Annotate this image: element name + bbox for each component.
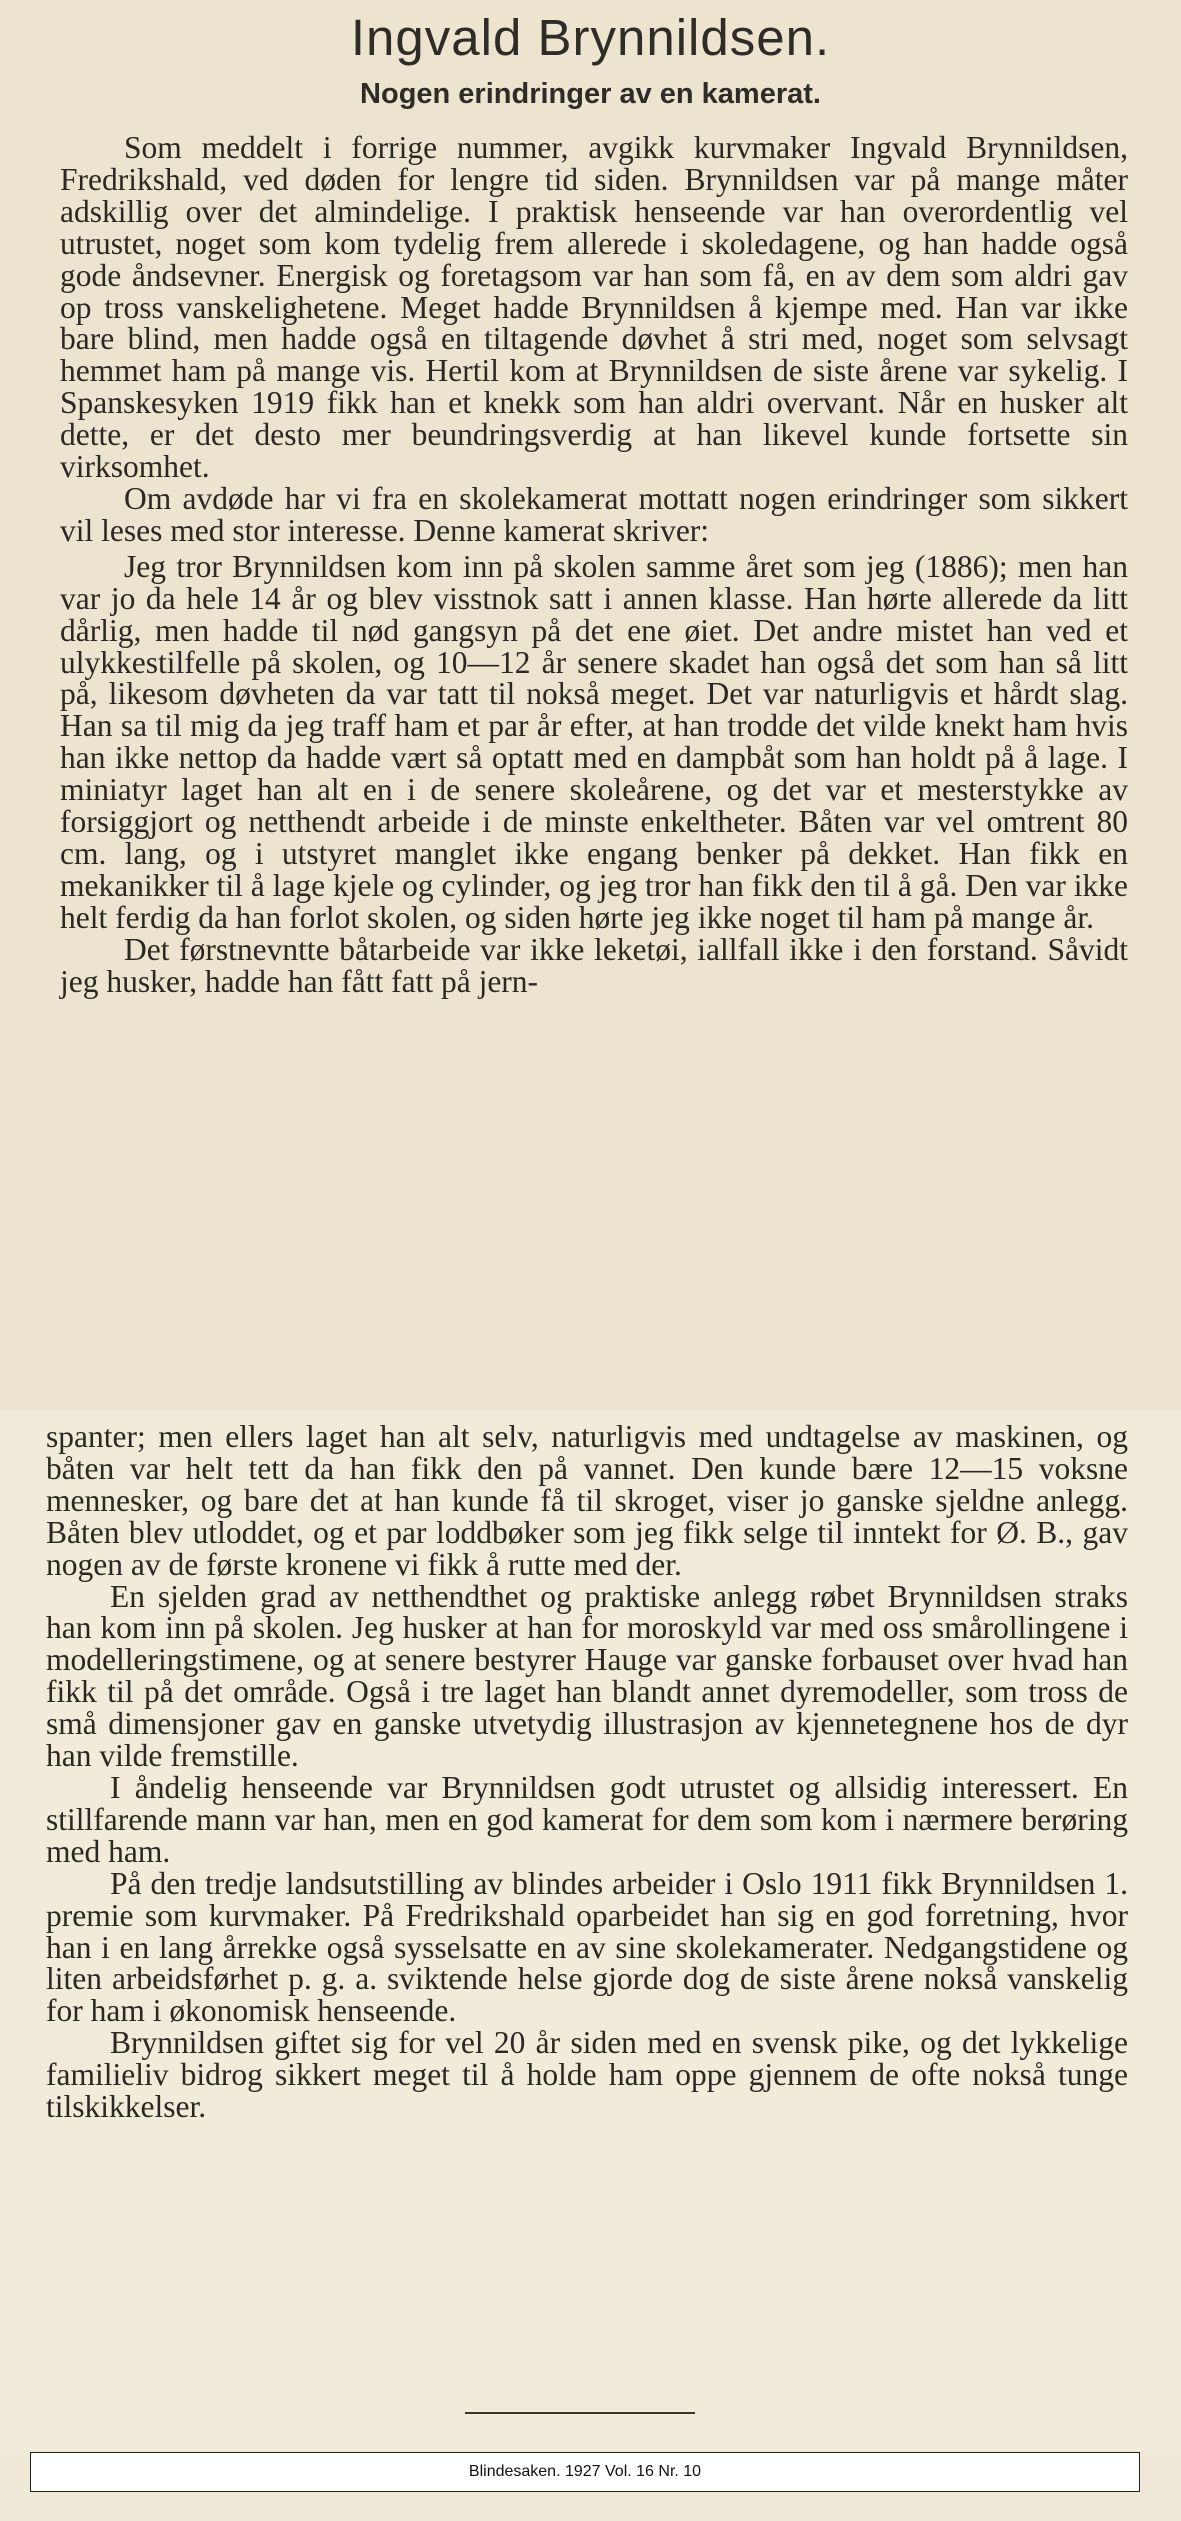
closing-divider	[465, 2412, 695, 2414]
source-caption-text: Blindesaken. 1927 Vol. 16 Nr. 10	[468, 2463, 702, 2480]
paragraph: Jeg tror Brynnildsen kom inn på skolen samme året som jeg (1886); men han var jo da hele 14 år og blev visstnok satt i annen klasse. Han hørte allerede da litt dårlig, men hadde til nød gangsyn på det ene øiet. Det andre mistet han ved et ulykkestilfelle på skolen, og 10—12 år senere skadet han også det som han så litt på, likesom døvheten da var tatt til nokså meget. Det var naturligvis et hårdt slag. Han sa til mig da jeg traff ham et par år efter, at han trodde det vilde knekt ham hvis han ikke nettop da hadde vært så optatt med en dampbåt som han holdt på å lage. I miniatyr laget han alt en i de senere skoleårene, og det var et mesterstykke av forsiggjort og netthendt arbeide i de minste enkeltheter. Båten var vel omtrent 80 cm. lang, og i utstyret manglet ikke engang benker på dekket. Han fikk en mekanikker til å lage kjele og cylinder, og jeg tror han fikk den til å gå. Den var ikke helt ferdig da han forlot skolen, og siden hørte jeg ikke noget til ham på mange år.	[60, 548, 1128, 935]
paragraph: På den tredje landsutstilling av blindes arbeider i Oslo 1911 fikk Brynnildsen 1. premie som kurvmaker. På Fredrikshald oparbeidet han sig en god forretning, hvor han i en lang årrekke også sysselsatte en av sine skolekamerater. Nedgangstidene og liten arbeidsførhet p. g. a. sviktende helse gjorde dog de siste årene nokså vanskelig for ham i økonomisk henseende.	[46, 1865, 1128, 2029]
paragraph: Brynnildsen giftet sig for vel 20 år siden med en svensk pike, og det lykkelige familieliv bidrog sikkert meget til å holde ham oppe gjennem de ofte nokså tunge tilskikkelser.	[46, 2025, 1128, 2125]
paragraph: spanter; men ellers laget han alt selv, naturligvis med undtagelse av maskinen, og båten var helt tett da han fikk den på vannet. Den kunde bære 12—15 voksne mennesker, og bare det at han kunde få til skroget, viser jo ganske sjeldne anlegg. Båten blev utloddet, og et par loddbøker som jeg fikk selge til inntekt for Ø. B., gav nogen av de første kronene vi fikk å rutte med der.	[46, 1419, 1128, 1582]
paragraph: En sjelden grad av netthendthet og praktiske anlegg røbet Brynnildsen straks han kom inn på skolen. Jeg husker at han for moroskyld var med oss smårollingene i modelleringstimene, og at senere bestyrer Hauge var ganske forbauset over hvad han fikk til på det område. Også i tre laget han blandt annet dyremodeller, som tross de små dimensjoner gav en ganske utvetydig illustrasjon av kjennetegnene hos de dyr han vilde fremstille.	[46, 1578, 1128, 1774]
article-title: Ingvald Brynnildsen.	[350, 9, 831, 66]
article-subtitle: Nogen erindringer av en kamerat.	[360, 78, 821, 110]
paragraph: I åndelig henseende var Brynnildsen godt utrustet og allsidig interessert. En stillfarende mann var han, men en god kamerat for dem som kom i nærmere berøring med ham.	[46, 1769, 1128, 1869]
article-body-upper	[60, 132, 1128, 997]
article-body-lower	[46, 1421, 1128, 2123]
source-caption	[30, 2452, 1140, 2492]
paragraph: Som meddelt i forrige nummer, avgikk kurvmaker Ingvald Brynnildsen, Fredrikshald, ved døden for lengre tid siden. Brynnildsen var på mange måter adskillig over det almindelige. I praktisk henseende var han overordentlig vel utrustet, noget som kom tydelig frem allerede i skoledagene, og han hadde også gode åndsevner. Energisk og foretagsom var han som få, en av dem som aldri gav op tross vanskelighetene. Meget hadde Brynnildsen å kjempe med. Han var ikke bare blind, men hadde også en tiltagende døvhet å stri med, noget som selvsagt hemmet ham på mange vis. Hertil kom at Brynnildsen de siste årene var sykelig. I Spanskesyken 1919 fikk han et knekk som han aldri overvant. Når en husker alt dette, er det desto mer beundringsverdig at han likevel kunde fortsette sin virksomhet.	[60, 130, 1128, 485]
paragraph: Om avdøde har vi fra en skolekamerat mottatt nogen erindringer som sikkert vil leses med stor interesse. Denne kamerat skriver:	[60, 480, 1128, 548]
paragraph: Det førstnevntte båtarbeide var ikke leketøi, iallfall ikke i den forstand. Såvidt jeg husker, hadde han fått fatt på jern-	[60, 931, 1128, 999]
